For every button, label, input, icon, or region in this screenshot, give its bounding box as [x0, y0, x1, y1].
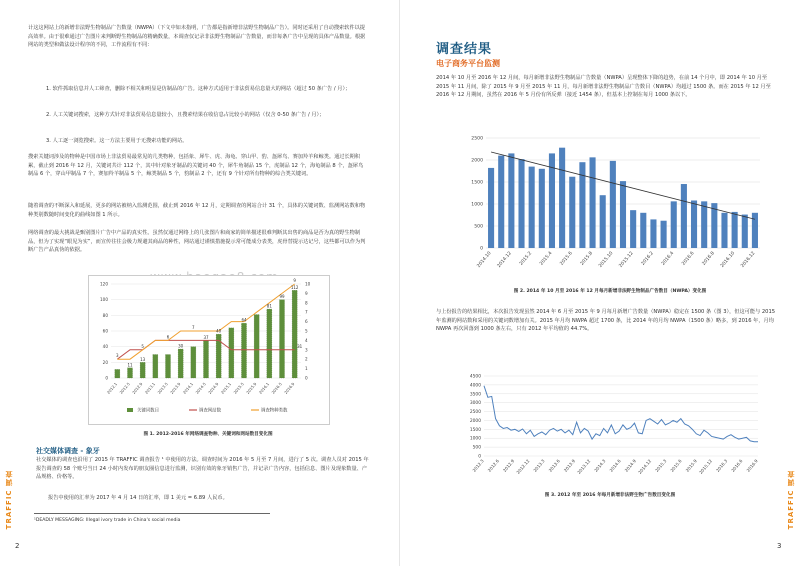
- x-tick-label: 2016.12: [740, 251, 757, 269]
- left-tick-label: 80: [102, 312, 108, 318]
- monthly-nwpa-bar: [600, 195, 606, 248]
- page-number-left: 2: [15, 542, 20, 550]
- x-tick-label: 2016.1: [257, 381, 271, 395]
- monthly-nwpa-bar: [488, 168, 494, 248]
- y-tick-label: 4000: [469, 383, 481, 389]
- x-tick-label: 2016.6: [681, 251, 696, 267]
- monthly-nwpa-bar: [691, 200, 697, 248]
- bar-data-label: 13: [140, 356, 146, 362]
- keyword-bar: [292, 290, 297, 378]
- x-tick-label: 2016.9: [745, 458, 759, 473]
- chart-1-caption: 图 1. 2012-2016 年网络调查物种、关键词和网站数目变化图: [143, 432, 273, 437]
- monthly-nwpa-bar: [620, 181, 626, 248]
- x-tick-label: 2012.1: [105, 381, 119, 395]
- y-tick-label: 500: [474, 224, 483, 230]
- x-tick-label: 2012.9: [131, 381, 144, 395]
- y-tick-label: 4500: [469, 374, 481, 380]
- left-tick-label: 0: [105, 375, 108, 381]
- y-tick-label: 3000: [469, 401, 481, 407]
- monthly-nwpa-bar: [508, 153, 514, 248]
- bar-data-label: 99: [279, 294, 285, 300]
- keyword-bar: [140, 362, 145, 378]
- right-tick-label: 2: [305, 356, 308, 362]
- x-tick-label: 2012.9: [501, 458, 516, 473]
- legend-swatch: [127, 408, 133, 412]
- x-tick-label: 2015.1: [219, 381, 233, 395]
- right-tick-label: 7: [305, 309, 308, 315]
- keyword-bar: [254, 315, 259, 378]
- side-label-right: TRAFFIC 调查: [787, 470, 795, 530]
- x-tick-label: 2015.2: [519, 251, 534, 267]
- x-tick-label: 2015.9: [684, 458, 698, 473]
- bar-data-label: 40: [216, 328, 222, 334]
- line-data-label: 3: [116, 353, 119, 359]
- monthly-nwpa-bar: [539, 169, 545, 248]
- keyword-bar: [279, 300, 284, 378]
- x-tick-label: 2015.6: [669, 458, 683, 473]
- y-tick-label: 0: [480, 246, 483, 252]
- monthly-nwpa-bar: [529, 167, 535, 248]
- monthly-nwpa-bar: [640, 213, 646, 248]
- y-tick-label: 2500: [469, 410, 481, 416]
- keywords-paragraph: 搜索关键词涉及的物种是中国市场上非法贸易最常见的几类物种，包括象、犀牛、虎、海龟、穿山甲、豹、盔犀鸟、赛加羚羊和鲸类。通过长期积累，截止到 2016 年 12 月，关键词共计 112 个，其中针对象牙制品的关键词 40 个，犀牛角制品 15 个，虎制品 12 个，海龟制品 8 个，盔犀鸟制品 6 个，穿山甲制品 7 个，赛加羚羊制品 5 个，鲸类制品 5 个，豹制品 2 个，还有 9 个针对所有物种的综合类关键词。: [28, 154, 364, 178]
- x-tick-label: 2014.12: [637, 458, 653, 475]
- social-section-heading: 社交媒体调查 - 象牙: [36, 447, 100, 455]
- x-tick-label: 2016.4: [661, 251, 676, 267]
- right-tick-label: 9: [305, 290, 308, 296]
- legend-label: 调查网站数: [199, 408, 221, 414]
- x-tick-label: 2014.6: [608, 458, 622, 473]
- monthly-nwpa-bar: [650, 219, 656, 248]
- chart-2-caption: 图 2. 2014 年 10 月至 2016 年 12 月每月新增非法野生物制品广告数目（NWPA）变化图: [513, 289, 707, 294]
- monthly-nwpa-bar: [671, 201, 677, 248]
- monthly-nwpa-bar: [630, 210, 636, 248]
- x-tick-label: 2015.8: [579, 251, 595, 267]
- social-paragraph: 社交媒体的调查也沿用了 2015 年 TRAFFIC 调查报告 ¹ 中使用的方法。调查时间为 2016 年 5 月至 7 月间，进行了 5 次。调查人员对 2015 年报告调查的 58 个账号当日 24 小时内发布的朋友圈信息进行监测，识别有效的象牙销售广告，并记录广告内容，包括信息、图片及现象数量、产品规格、价格等。: [36, 457, 369, 481]
- x-tick-label: 2013.9: [169, 381, 182, 395]
- left-tick-label: 120: [100, 281, 108, 287]
- chart-1: [89, 276, 329, 424]
- x-tick-label: 2013.1: [143, 381, 157, 395]
- x-tick-label: 2015.5: [232, 381, 245, 395]
- method-bullet-3: 3. 人工逐一浏览搜索。这一方法主要用于无搜索功能的网站。: [46, 138, 188, 144]
- x-tick-label: 2015.6: [559, 251, 574, 267]
- x-tick-label: 2013.3: [532, 458, 546, 473]
- monthly-nwpa-bar: [721, 213, 727, 248]
- right-tick-label: 10: [305, 281, 311, 287]
- keyword-bar: [267, 309, 272, 378]
- legend-label: 关键词数目: [137, 408, 159, 414]
- monthly-nwpa-line: [484, 386, 758, 442]
- footnote: ¹DEADLY MESSAGING: Illegal ivory trade in China's social media: [34, 518, 181, 523]
- x-tick-label: 2015.9: [245, 381, 258, 395]
- y-tick-label: 1000: [471, 202, 483, 208]
- line-data-label: 7: [192, 325, 195, 330]
- left-tick-label: 40: [102, 344, 108, 350]
- x-tick-label: 2013.6: [547, 458, 561, 473]
- x-tick-label: 2015.4: [539, 251, 554, 267]
- monthly-nwpa-bar: [559, 148, 565, 248]
- bar-data-label: 64: [241, 317, 247, 323]
- monthly-nwpa-bar: [732, 212, 738, 248]
- keyword-bar: [203, 340, 208, 378]
- monthly-nwpa-bar: [610, 161, 616, 248]
- x-tick-label: 2015.12: [618, 251, 635, 269]
- y-tick-label: 3500: [469, 392, 481, 398]
- method-bullet-2: 2. 人工关键词搜索，这种方式针对非法贸易信息量较小，且搜索结果在收信息占比较小的网站（仅含 0-50 条广告 / 月）；: [46, 112, 325, 118]
- right-tick-label: 6: [305, 319, 308, 325]
- y-tick-label: 2000: [469, 418, 481, 424]
- side-label-left: TRAFFIC 调查: [5, 470, 13, 530]
- x-tick-label: 2014.3: [593, 458, 607, 473]
- exchange-rate-paragraph: 报告中使用的汇率为 2017 年 4 月 14 日的汇率，即 1 美元 = 6.89 人民币。: [48, 495, 228, 501]
- x-tick-label: 2012.12: [515, 458, 531, 475]
- y-tick-label: 2000: [471, 158, 483, 164]
- monthly-nwpa-bar: [681, 184, 687, 248]
- y-tick-label: 1500: [469, 427, 481, 433]
- monthly-nwpa-bar: [661, 221, 667, 248]
- page-number-right: 3: [777, 542, 782, 550]
- right-tick-label: 3: [305, 347, 308, 353]
- x-tick-label: 2015.10: [598, 251, 615, 269]
- right-tick-label: 0: [305, 375, 308, 381]
- x-tick-label: 2013.12: [576, 458, 592, 475]
- line-data-label: 9: [293, 278, 296, 283]
- bar-data-label: 112: [290, 284, 299, 290]
- monthly-nwpa-bar: [498, 156, 504, 248]
- x-tick-label: 2014.9: [207, 381, 220, 395]
- ecommerce-subheading: 电子商务平台监测: [436, 59, 500, 68]
- y-tick-label: 1000: [469, 436, 481, 442]
- y-tick-label: 1500: [471, 180, 483, 186]
- line-data-label: 6: [166, 334, 170, 340]
- right-tick-label: 8: [305, 300, 308, 306]
- left-tick-label: 60: [102, 328, 108, 334]
- monthly-nwpa-bar: [742, 215, 748, 248]
- chart-1-container: [88, 275, 330, 425]
- monthly-nwpa-bar: [590, 157, 596, 248]
- keyword-bar: [241, 323, 246, 378]
- right-tick-label: 4: [305, 337, 308, 343]
- line-data-label: 31: [297, 343, 303, 349]
- monthly-nwpa-bar: [752, 213, 758, 248]
- x-tick-label: 2015.3: [654, 458, 668, 473]
- method-bullet-1: 1. 软件抓取信息并人工筛查，删除不相关和明显是仿制品的广告。这种方式适用于非法贸易信息量大的网站（超过 50 条广告 / 月）；: [46, 86, 351, 92]
- keyword-bar: [127, 368, 132, 378]
- chart-3-caption: 图 3. 2012 年至 2016 年每月新增非法野生物广告数目变化图: [544, 493, 676, 498]
- x-tick-label: 2014.1: [181, 381, 195, 395]
- monthly-nwpa-bar: [518, 159, 524, 248]
- right-tick-label: 1: [305, 366, 308, 372]
- x-tick-label: 2014.12: [496, 251, 513, 269]
- bar-data-label: 30: [178, 343, 184, 349]
- x-tick-label: 2016.10: [720, 251, 737, 269]
- x-tick-label: 2016.3: [715, 458, 729, 473]
- right-page: [400, 0, 800, 566]
- right-tick-label: 5: [305, 328, 308, 334]
- bar-data-label: 81: [266, 303, 272, 309]
- chart-2: [460, 132, 768, 282]
- keyword-bar: [229, 328, 234, 378]
- x-tick-label: 2016.2: [640, 251, 655, 267]
- x-tick-label: 2013.9: [562, 458, 577, 473]
- bar-data-label: 37: [203, 334, 209, 340]
- y-tick-label: 500: [472, 445, 481, 451]
- keyword-bar: [165, 355, 170, 379]
- monthly-nwpa-bar: [569, 177, 575, 248]
- left-tick-label: 20: [102, 359, 108, 365]
- x-tick-label: 2015.12: [698, 458, 714, 475]
- monthly-nwpa-bar: [701, 201, 707, 248]
- chart-3: [460, 372, 766, 484]
- x-tick-label: 2016.8: [701, 251, 716, 267]
- x-tick-label: 2016.6: [730, 458, 744, 473]
- monthly-nwpa-bar: [711, 203, 717, 248]
- footnote-divider: [34, 513, 270, 514]
- line-data-label: 5: [141, 343, 144, 349]
- y-tick-label: 0: [478, 454, 481, 460]
- legend-label: 调查物种类数: [261, 408, 288, 414]
- difficulty-paragraph: 网络调查的最大挑战是甄别图片广告中产品的真实性。虽然仅通过网络上的几张图片和商家的简单描述很难判断其出售的商品是否为真的野生物制品，但为了实现“眼见为实”，而宣传往往会极力规避其商品的种性，网站通过谨慎措施提示常可能成分表类，虎骨替提示达记号，这些都可以作为判断广告产品真伪的依据。: [28, 230, 366, 254]
- x-tick-label: 2013.5: [156, 381, 169, 395]
- x-tick-label: 2012.5: [118, 381, 131, 395]
- left-tick-label: 100: [100, 297, 108, 303]
- x-tick-label: 2012.6: [486, 458, 500, 473]
- results-paragraph-1: 2014 年 10 月至 2016 年 12 月间，每月新增非法野生物制品广告数量（NWPA）呈现整体下降的趋势，在前 14 个月中，即 2014 年 10 月至 2015 年 11 月间，除了 2015 年 9 月至 2015 年 11 月，每月新增非法野生物制品广告数目（NWPA）均超过 1500 条。而在 2015 年 12 月至 2016 年 12 月期间，虽然在 2016 年 5 月份有所反弹（接近 1454 条），但基本上控制在每月 1000 条以下。: [436, 75, 771, 99]
- results-heading: 调查结果: [436, 42, 493, 57]
- keyword-bar: [115, 369, 120, 378]
- bar-data-label: 11: [127, 362, 133, 368]
- keyword-bar: [153, 355, 158, 379]
- results-paragraph-2: 与上份报告的结果相比，本次报告发现虽然 2014 年 6 月至 2015 年 9 月每月新增广告数量（NWPA）稳定在 1500 条（图 3），但这可能与 2015 年监测的网站数和采用的关键词数增加有关。2015 年月均 NWPA 超过 1700 条，比 2014 年的月均 NWPA（1500 条）略多，到 2016 年，月均 NWPA 再次回落到 1000 条左右，只有 2012 年平均值的 44.7%。: [436, 309, 776, 333]
- x-tick-label: 2016.5: [270, 381, 283, 395]
- y-tick-label: 2500: [471, 136, 483, 142]
- sites-paragraph: 随着调查的不断深入和延展，更多的网站被纳入监测范围，截止到 2016 年 12 月，定期调查的网站合计 31 个，具体的关键词数、监测网站数和物种类别数随时间变化的曲线如图 1 所示。: [28, 203, 366, 218]
- x-tick-label: 2016.9: [283, 381, 296, 395]
- x-tick-label: 2014.5: [194, 381, 207, 395]
- chart-3-container: [460, 372, 766, 484]
- keyword-bar: [191, 347, 196, 378]
- x-tick-label: 2014.10: [476, 251, 493, 269]
- x-tick-label: 2014.9: [623, 458, 637, 473]
- keyword-bar: [178, 349, 183, 378]
- intro-paragraph: 计这这网站上的新增非法野生物制品广告数量（NWPA）（下文中如未指明，广告都是指新增非法野生物制品广告）。同时还采用了自动搜索软件以提高效率。由于很难通过广告图片来判断野生物制品的精确数量，本调查仅记录非法野生物制品广告数量，而非每条广告中呈现的具体产品数量。根据网站的类型和做法设计程序的不同，工作流程有不同：: [28, 25, 366, 49]
- x-tick-label: 2012.3: [471, 458, 485, 473]
- chart-2-container: [460, 132, 768, 282]
